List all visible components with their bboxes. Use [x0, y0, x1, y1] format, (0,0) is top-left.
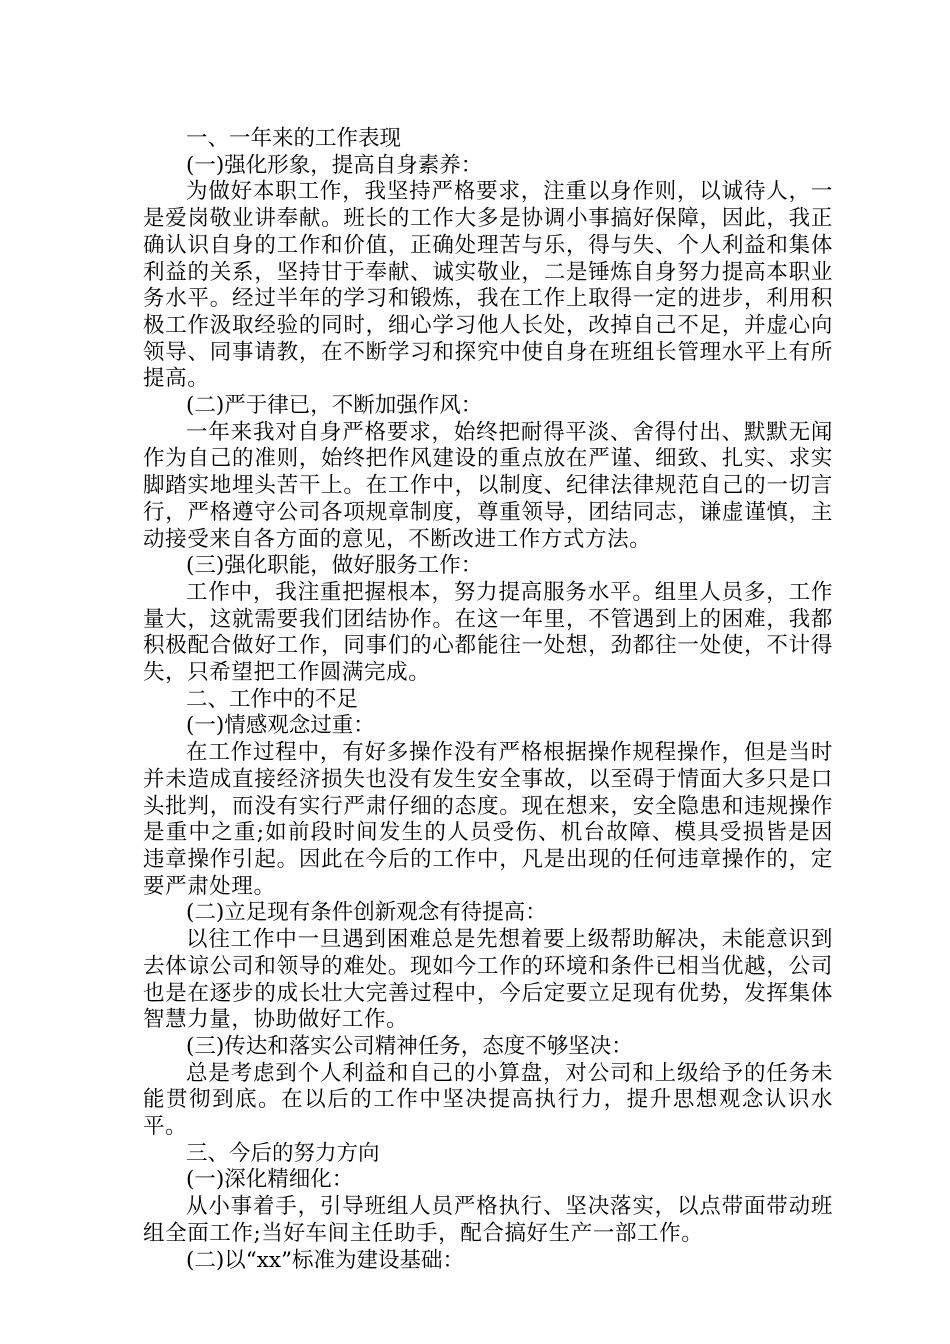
body-paragraph: 总是考虑到个人利益和自己的小算盘，对公司和上级给予的任务未能贯彻到底。在以后的工作中坚决提高执行力，提升思想观念认识水平。 [143, 1060, 833, 1140]
body-paragraph: 以往工作中一旦遇到困难总是先想着要上级帮助解决，未能意识到去体谅公司和领导的难处。现如今工作的环境和条件已相当优越，公司也是在逐步的成长壮大完善过程中，今后定要立足现有优势，发挥集体智慧力量，协助做好工作。 [143, 927, 833, 1033]
subsection-heading-2-1: (一)情感观念过重： [186, 713, 375, 739]
subsection-heading-2-3: (三)传达和落实公司精神任务，态度不够坚决： [186, 1033, 633, 1059]
section-heading-1: 一、一年来的工作表现 [186, 126, 402, 151]
document-page [143, 126, 833, 1274]
subsection-heading-3-2: (二)以“xx”标准为建设基础： [186, 1247, 465, 1273]
subsection-heading-1-3: (三)强化职能，做好服务工作： [186, 553, 483, 579]
body-paragraph: 为做好本职工作，我坚持严格要求，注重以身作则，以诚待人，一是爱岗敬业讲奉献。班长的工作大多是协调小事搞好保障，因此，我正确认识自身的工作和价值，正确处理苦与乐，得与失、个人利益和集体利益的关系，坚持甘于奉献、诚实敬业，二是锤炼自身努力提高本职业务水平。经过半年的学习和锻炼，我在工作上取得一定的进步，利用积极工作汲取经验的同时，细心学习他人长处，改掉自己不足，并虚心向领导、同事请教，在不断学习和探究中使自身在班组长管理水平上有所提高。 [143, 179, 833, 392]
subsection-heading-2-2: (二)立足现有条件创新观念有待提高： [186, 900, 547, 926]
section-heading-3: 三、今后的努力方向 [186, 1140, 380, 1166]
section-heading-2: 二、工作中的不足 [186, 686, 359, 712]
subsection-heading-1-2: (二)严于律已，不断加强作风： [186, 393, 483, 419]
subsection-heading-1-1: (一)强化形象，提高自身素养： [186, 152, 483, 178]
body-paragraph: 在工作过程中，有好多操作没有严格根据操作规程操作，但是当时并未造成直接经济损失也没有发生安全事故，以至碍于情面大多只是口头批判，而没有实行严肃仔细的态度。现在想来，安全隐患和违规操作是重中之重;如前段时间发生的人员受伤、机台故障、模具受损皆是因违章操作引起。因此在今后的工作中，凡是出现的任何违章操作的，定要严肃处理。 [143, 740, 833, 899]
subsection-heading-3-1: (一)深化精细化： [186, 1167, 354, 1193]
body-paragraph: 从小事着手，引导班组人员严格执行、坚决落实，以点带面带动班组全面工作;当好车间主任助手，配合搞好生产一部工作。 [143, 1194, 833, 1246]
body-paragraph: 一年来我对自身严格要求，始终把耐得平淡、舍得付出、默默无闻作为自己的准则，始终把作风建设的重点放在严谨、细致、扎实、求实脚踏实地埋头苦干上。在工作中，以制度、纪律法律规范自己的一切言行，严格遵守公司各项规章制度，尊重领导，团结同志，谦虚谨慎，主动接受来自各方面的意见，不断改进工作方式方法。 [143, 419, 833, 552]
body-paragraph: 工作中，我注重把握根本，努力提高服务水平。组里人员多，工作量大，这就需要我们团结协作。在这一年里，不管遇到上的困难，我都积极配合做好工作，同事们的心都能往一处想，劲都往一处使，不计得失，只希望把工作圆满完成。 [143, 579, 833, 686]
